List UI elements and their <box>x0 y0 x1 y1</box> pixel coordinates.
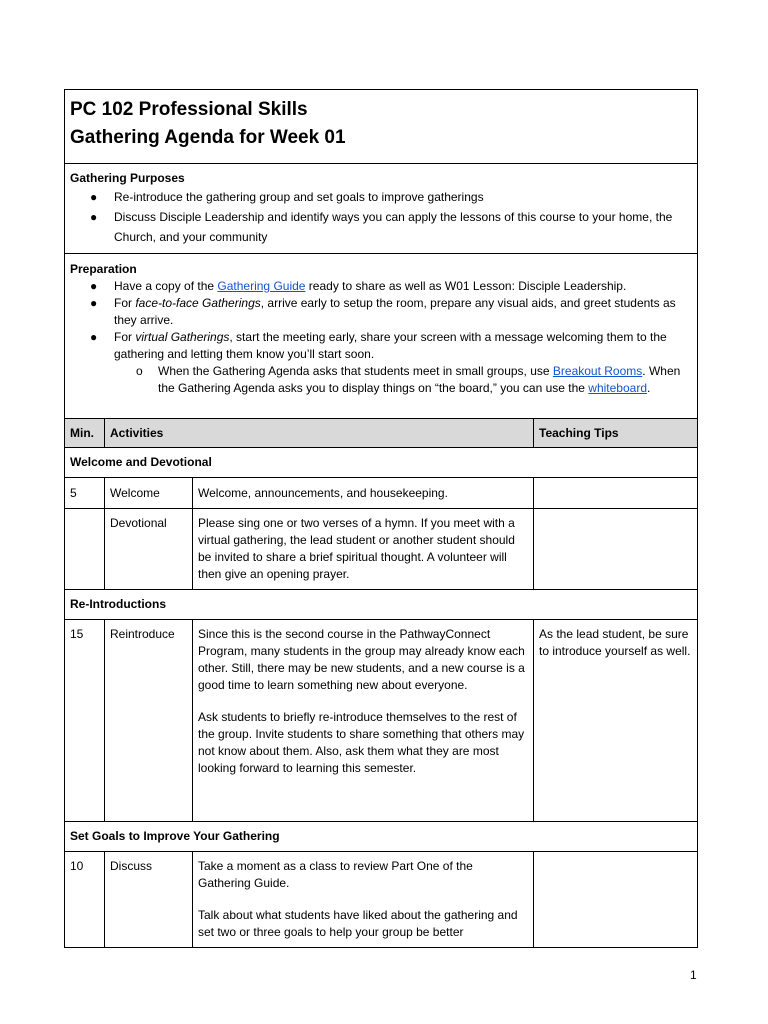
table-row <box>65 509 698 590</box>
column-header-row <box>65 419 698 448</box>
list-item: ● Discuss Disciple Leadership and identify ways you can apply the lessons of this course to your home, the Church, and your community <box>70 207 692 247</box>
bullet-icon: ● <box>90 210 98 224</box>
row-min: 5 <box>65 478 105 509</box>
bullet-icon: ● <box>90 296 98 310</box>
row-tip <box>534 852 698 948</box>
section-set-goals: Set Goals to Improve Your Gathering <box>65 822 698 852</box>
bullet-icon: ● <box>90 330 98 344</box>
list-item: ● For virtual Gatherings, start the meeting early, share your screen with a message welcoming them to the gathering and letting them know you’ll start soon. <box>90 330 667 361</box>
table-row <box>65 620 698 822</box>
row-min <box>65 509 105 590</box>
preparation-heading: Preparation <box>70 262 137 276</box>
whiteboard-link[interactable]: whiteboard <box>588 381 647 395</box>
agenda-document <box>64 89 697 948</box>
preparation-cell <box>65 254 698 419</box>
list-item: ● Have a copy of the Gathering Guide ready to share as well as W01 Lesson: Disciple Leadership. <box>90 279 627 293</box>
row-description: Please sing one or two verses of a hymn. If you meet with a virtual gathering, the lead student or another student should be invited to share a brief spiritual thought. A volunteer will then give an opening prayer. <box>193 509 534 590</box>
row-tip: As the lead student, be sure to introduce yourself as well. <box>534 620 698 822</box>
row-description: Take a moment as a class to review Part One of the Gathering Guide. Talk about what students have liked about the gathering and set two or three goals to help your group be better <box>193 852 534 948</box>
bullet-icon: ● <box>90 190 98 204</box>
purposes-heading: Gathering Purposes <box>70 171 185 185</box>
row-min: 15 <box>65 620 105 822</box>
row-description: Since this is the second course in the PathwayConnect Program, many students in the group may already know each other. Still, there may be new students, and a new course is a good time to learn something new about everyone. Ask students to briefly re-introduce themselves to the rest of the group. Invite students to share something that others may not know about them. Also, ask them what they are most looking forward to learning this semester. <box>193 620 534 822</box>
section-row <box>65 822 698 852</box>
row-activity-name: Discuss <box>105 852 193 948</box>
list-item: ● For face-to-face Gatherings, arrive early to setup the room, prepare any visual aids, and greet students as they arrive. <box>90 296 676 327</box>
col-header-min: Min. <box>65 419 105 448</box>
row-description: Welcome, announcements, and housekeeping. <box>193 478 534 509</box>
row-activity-name: Devotional <box>105 509 193 590</box>
breakout-rooms-link[interactable]: Breakout Rooms <box>552 364 643 378</box>
section-row <box>65 448 698 478</box>
page-number: 1 <box>690 968 697 982</box>
section-reintroductions: Re-Introductions <box>65 590 698 620</box>
row-activity-name: Reintroduce <box>105 620 193 822</box>
purposes-list <box>70 187 692 247</box>
preparation-list <box>70 278 692 397</box>
row-min: 10 <box>65 852 105 948</box>
sub-list-item: o When the Gathering Agenda asks that students meet in small groups, use Breakout Rooms. When the Gathering Agenda asks you to display things on “the board,” you can use the whiteboard. <box>136 364 681 395</box>
list-item: ● Re-introduce the gathering group and set goals to improve gatherings <box>70 187 692 207</box>
section-row <box>65 590 698 620</box>
row-tip <box>534 509 698 590</box>
bullet-icon: ● <box>90 279 98 293</box>
row-activity-name: Welcome <box>105 478 193 509</box>
purposes-cell <box>65 164 698 254</box>
gathering-guide-link[interactable]: Gathering Guide <box>217 279 306 293</box>
row-tip <box>534 478 698 509</box>
hollow-bullet-icon: o <box>136 364 143 378</box>
col-header-activities: Activities <box>105 419 534 448</box>
agenda-title: Gathering Agenda for Week 01 <box>70 127 346 148</box>
title-cell <box>65 90 698 164</box>
agenda-table <box>64 89 698 948</box>
course-title: PC 102 Professional Skills <box>70 99 308 120</box>
col-header-tips: Teaching Tips <box>534 419 698 448</box>
section-welcome: Welcome and Devotional <box>65 448 698 478</box>
table-row <box>65 478 698 509</box>
table-row <box>65 852 698 948</box>
